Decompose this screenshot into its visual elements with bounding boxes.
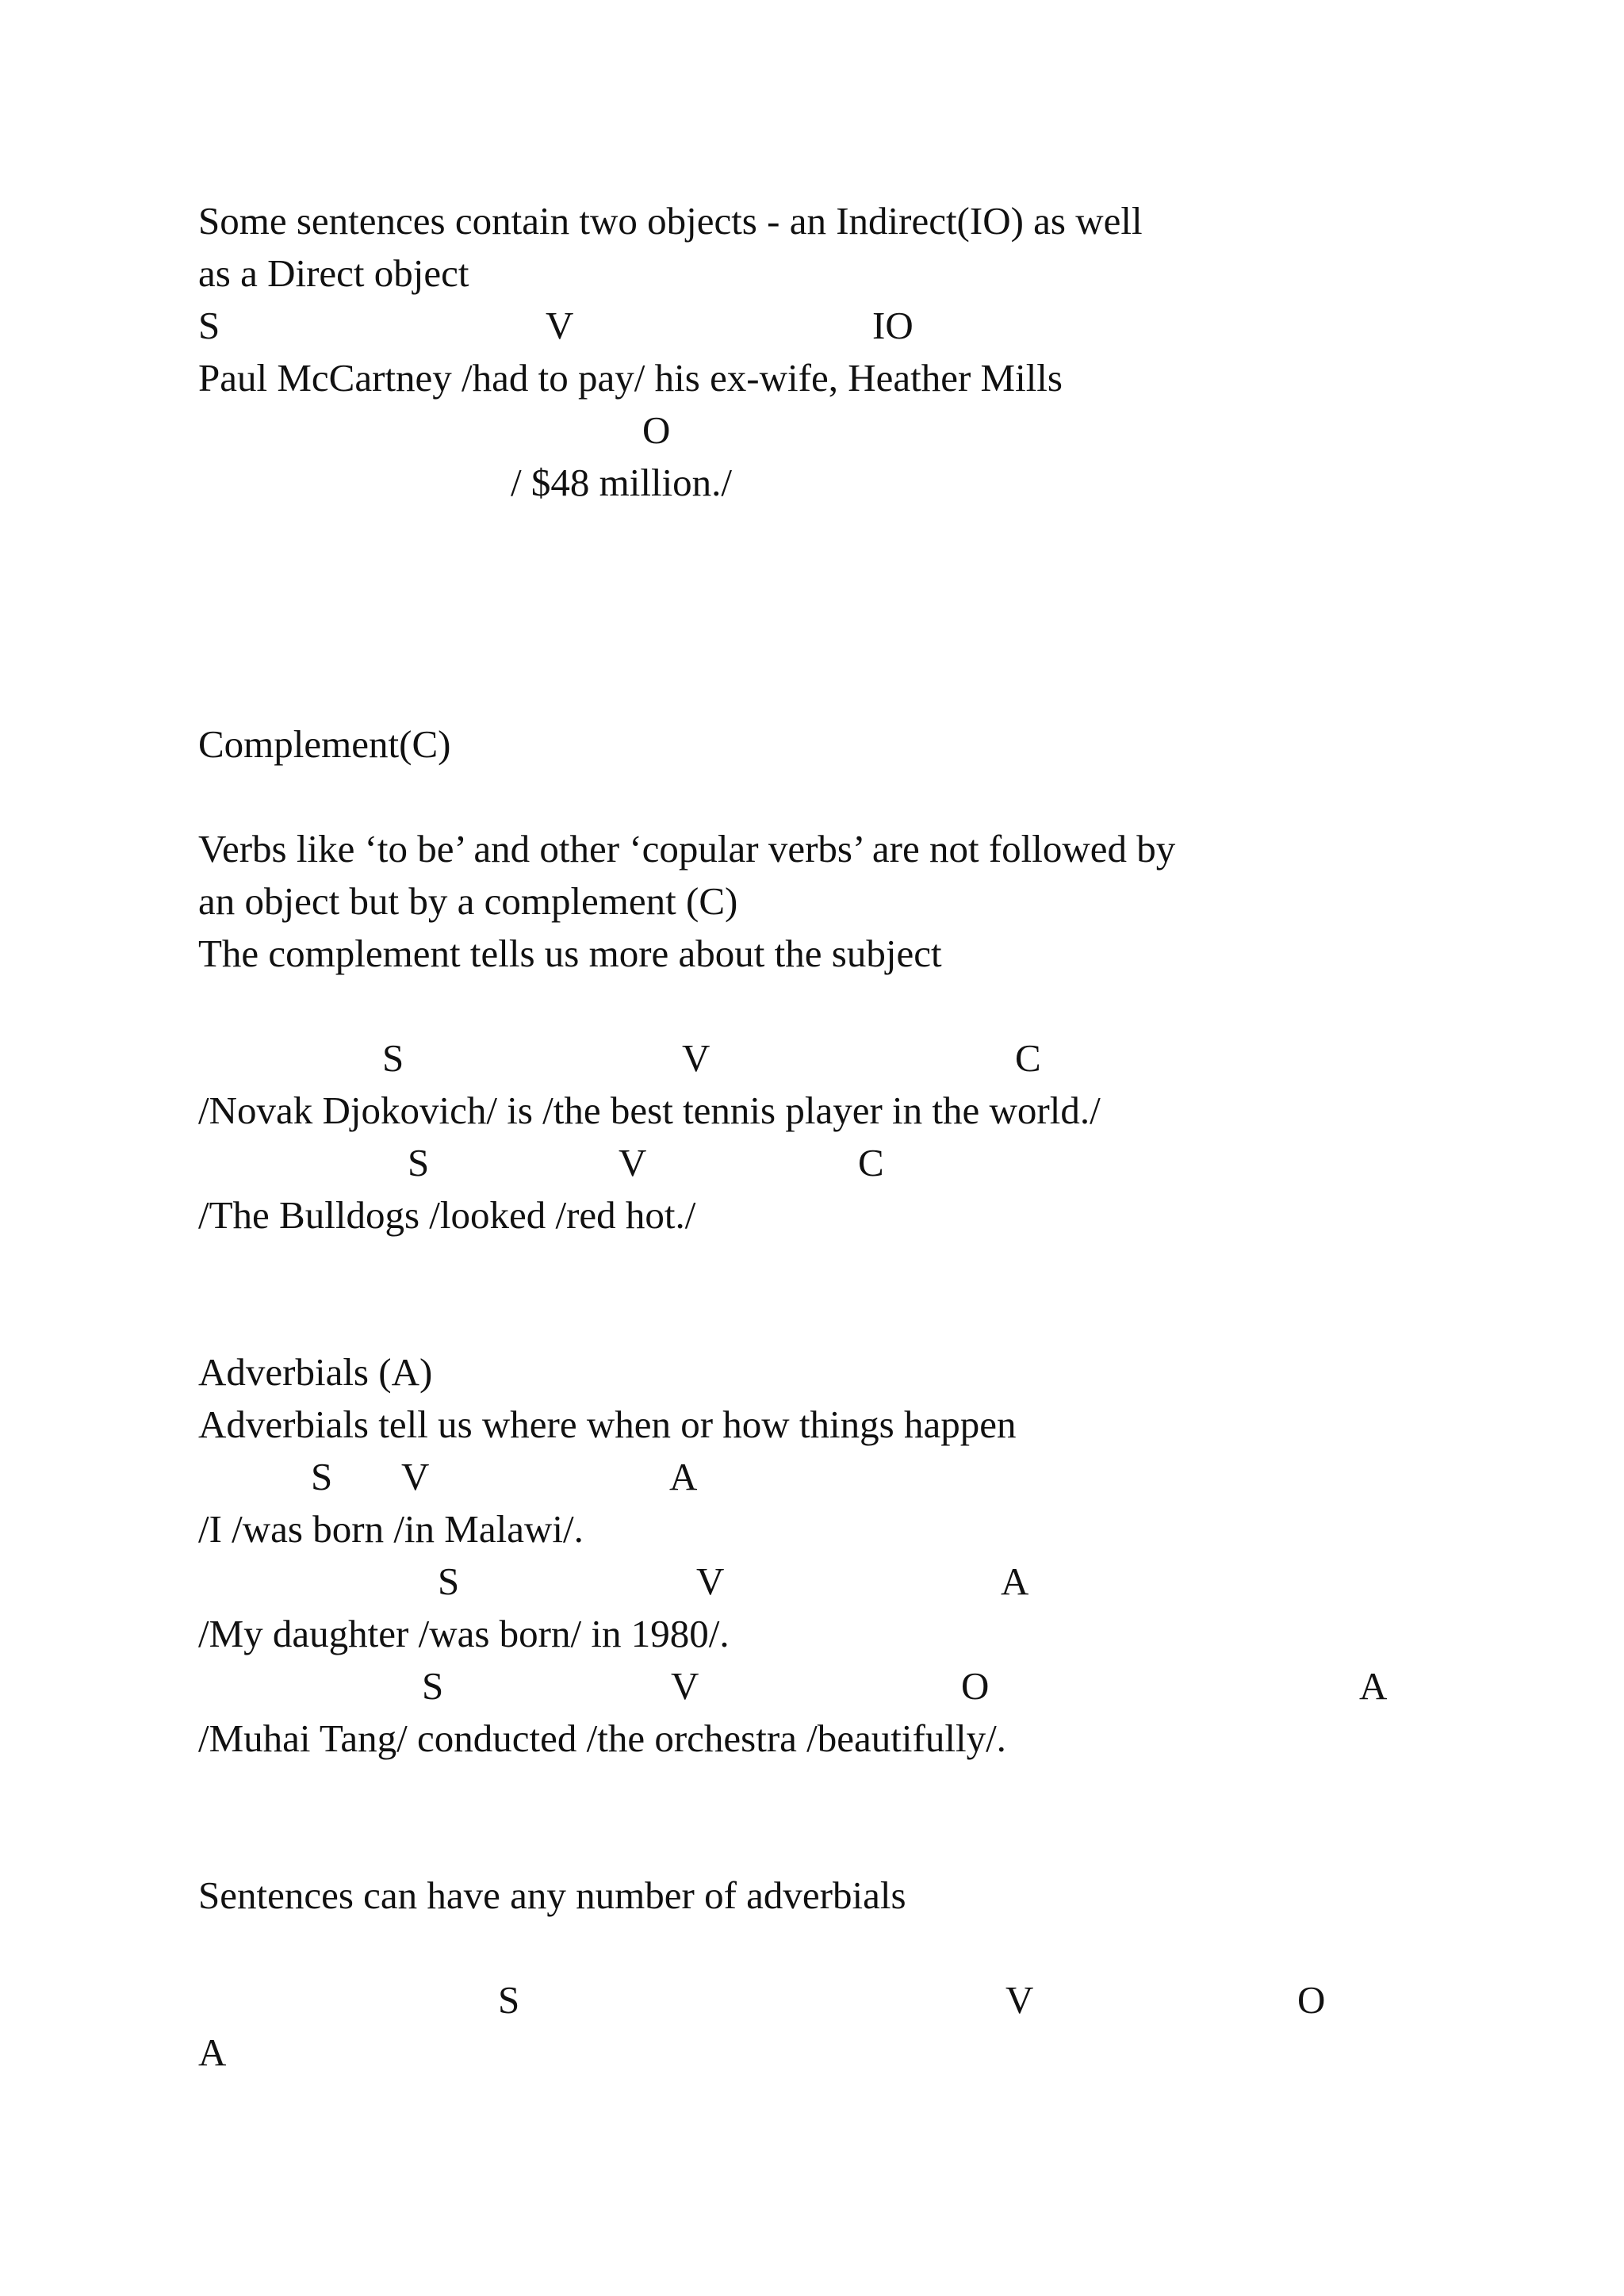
label-v: V — [682, 1036, 710, 1080]
example-sentence-cont: / $48 million./ — [511, 461, 733, 504]
label-s: S — [498, 1978, 520, 2022]
label-v: V — [619, 1141, 647, 1184]
complement-para-1: Verbs like ‘to be’ and other ‘copular verbs’ are not followed by — [198, 827, 1176, 871]
example-sentence: /The Bulldogs /looked /red hot./ — [198, 1193, 696, 1237]
adverbials-heading: Adverbials (A) — [198, 1350, 433, 1394]
label-io: IO — [872, 304, 914, 347]
example-sentence: /Muhai Tang/ conducted /the orchestra /beautifully/. — [198, 1716, 1006, 1760]
label-s: S — [408, 1141, 430, 1184]
complement-para-2: an object but by a complement (C) — [198, 879, 738, 923]
complement-heading: Complement(C) — [198, 722, 451, 766]
example-sentence: Paul McCartney /had to pay/ his ex-wife, Heather Mills — [198, 356, 1063, 400]
label-v: V — [546, 304, 574, 347]
label-a: A — [198, 2030, 227, 2074]
label-v: V — [671, 1664, 699, 1708]
label-o: O — [1297, 1978, 1326, 2022]
label-c: C — [1015, 1036, 1041, 1080]
label-s: S — [382, 1036, 404, 1080]
label-v: V — [401, 1455, 430, 1498]
label-o: O — [642, 408, 671, 452]
example-sentence: /My daughter /was born/ in 1980/. — [198, 1612, 730, 1655]
complement-para-3: The complement tells us more about the subject — [198, 932, 942, 975]
label-c: C — [858, 1141, 884, 1184]
adverbials-para-1: Adverbials tell us where when or how things happen — [198, 1402, 1017, 1446]
label-a: A — [1001, 1559, 1029, 1603]
intro-line-2: as a Direct object — [198, 251, 469, 295]
label-a: A — [1359, 1664, 1388, 1708]
label-s: S — [422, 1664, 444, 1708]
label-o: O — [961, 1664, 990, 1708]
example-sentence: /I /was born /in Malawi/. — [198, 1507, 584, 1551]
label-v: V — [1005, 1978, 1034, 2022]
label-v: V — [696, 1559, 725, 1603]
example-sentence: /Novak Djokovich/ is /the best tennis player in the world./ — [198, 1089, 1101, 1132]
label-s: S — [311, 1455, 333, 1498]
intro-line-1: Some sentences contain two objects - an Indirect(IO) as well — [198, 199, 1143, 243]
adverbials-count-line: Sentences can have any number of adverbials — [198, 1873, 906, 1917]
label-s: S — [198, 304, 220, 347]
label-s: S — [438, 1559, 460, 1603]
label-a: A — [669, 1455, 698, 1498]
